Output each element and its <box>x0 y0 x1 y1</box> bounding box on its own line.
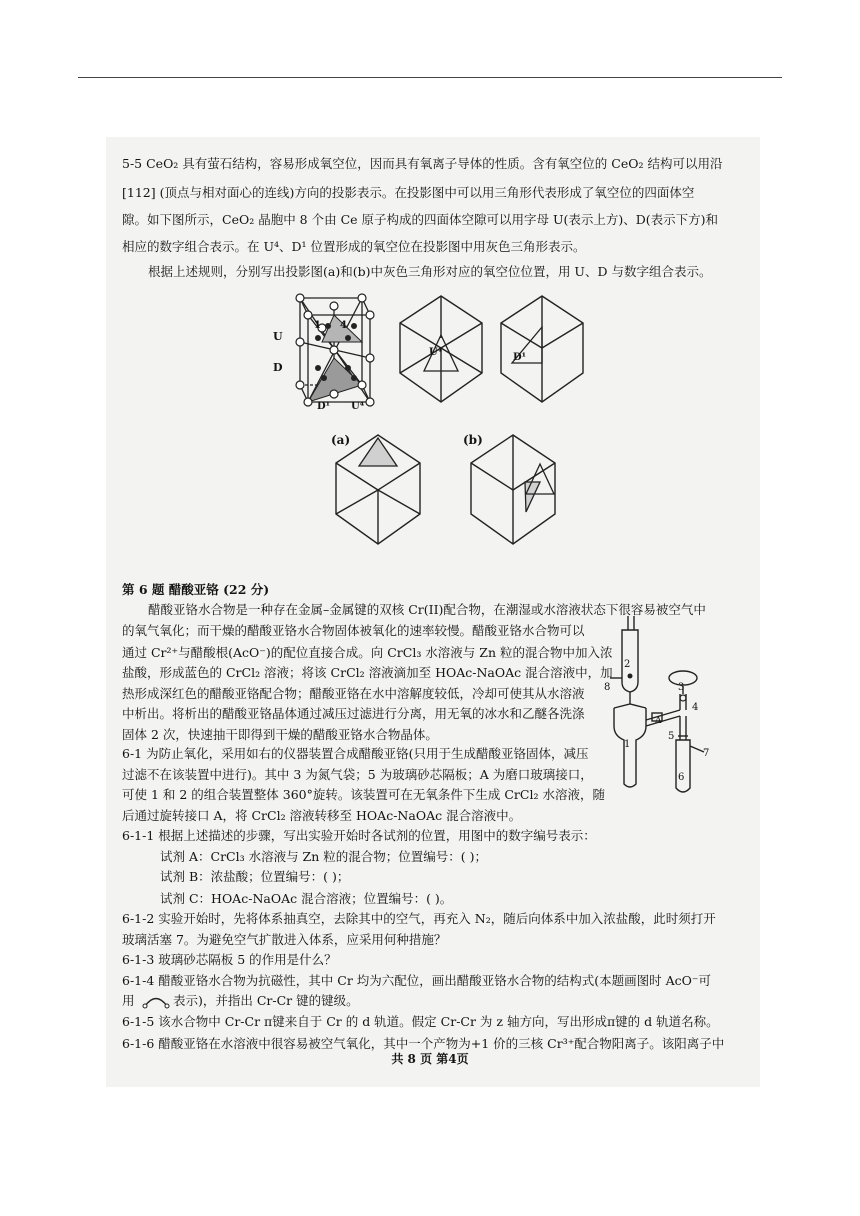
s6-intro-4: 盐酸，形成蓝色的 CrCl₂ 溶液；将该 CrCl₂ 溶液滴加至 HOAc-NaOAc 混合溶液中，加 <box>122 665 613 680</box>
apparatus-figure <box>600 612 730 802</box>
apparatus-label-7: 7 <box>703 748 710 759</box>
cube-label-d1: D¹ <box>317 401 331 412</box>
apparatus-label-2: 2 <box>624 659 631 670</box>
s5-line3: 隙。如下图所示，CeO₂ 晶胞中 8 个由 Ce 原子构成的四面体空隙可以用字母 U(表示上方)、D(表示下方)和 <box>122 212 719 227</box>
page-footer: 共 8 页 第4页 <box>391 1052 469 1066</box>
projection-a <box>333 432 423 547</box>
s6-intro-2: 的氧气氧化；而干燥的醋酸亚铬水合物固体被氧化的速率较慢。醋酸亚铬水合物可以 <box>122 623 585 638</box>
s6-intro-5: 热形成深红色的醋酸亚铬配合物；醋酸亚铬在水中溶解度较低，冷却可使其从水溶液 <box>122 686 585 701</box>
q615: 6-1-5 该水合物中 Cr-Cr π键来自于 Cr 的 d 轨道。假定 Cr-Cr 为 z 轴方向，写出形成π键的 d 轨道名称。 <box>122 1014 719 1029</box>
cube-label-u: U <box>273 330 283 343</box>
s5-line1: 5-5 CeO₂ 具有萤石结构，容易形成氧空位，因而具有氧离子导体的性质。含有氧空位的 CeO₂ 结构可以用沿 <box>122 156 723 171</box>
projection-b <box>468 432 558 547</box>
q611-prompt: 6-1-1 根据上述描述的步骤，写出实验开始时各试剂的位置，用图中的数字编号表示： <box>122 828 596 843</box>
acetate-ligand-glyph <box>141 993 171 1009</box>
apparatus-label-5: 5 <box>668 731 675 742</box>
s6-intro-7: 固体 2 次，快速抽干即得到干燥的醋酸亚铬水合物晶体。 <box>122 727 438 742</box>
s6-title: 第 6 题 醋酸亚铬 (22 分) <box>122 582 270 597</box>
q614-line1: 6-1-4 醋酸亚铬水合物为抗磁性，其中 Cr 均为六配位，画出醋酸亚铬水合物的结构式(本题画图时 AcO⁻可 <box>122 973 711 988</box>
q614-line2-start: 用 <box>122 993 135 1008</box>
q616: 6-1-6 醋酸亚铬在水溶液中很容易被空气氧化，其中一个产物为+1 价的三核 Cr³⁺配合物阳离子。该阳离子中 <box>122 1036 725 1051</box>
s6-intro-1: 醋酸亚铬水合物是一种存在金属–金属键的双核 Cr(II)配合物，在潮湿或水溶液状态下很容易被空气中 <box>148 602 706 617</box>
q614-line2-end: 表示)，并指出 Cr-Cr 键的键级。 <box>173 993 359 1008</box>
cube-label-1: 1 <box>314 320 321 331</box>
s5-instruction: 根据上述规则，分别写出投影图(a)和(b)中灰色三角形对应的氧空位位置，用 U、D 与数字组合表示。 <box>148 264 712 279</box>
s6-intro-6: 中析出。将析出的醋酸亚铬晶体通过减压过滤进行分离，用无氧的冰水和乙醚各洗涤 <box>122 706 585 721</box>
q612-line1: 6-1-2 实验开始时，先将体系抽真空，去除其中的空气，再充入 N₂，随后向体系中加入浓盐酸，此时须打开 <box>122 911 716 926</box>
s6-intro-3: 通过 Cr²⁺与醋酸根(AcO⁻)的配位直接合成。向 CrCl₃ 水溶液与 Zn 粒的混合物中加入浓 <box>122 645 613 660</box>
header-rule <box>78 77 782 78</box>
cube-label-u4: U⁴ <box>351 401 365 412</box>
q61-line2: 过滤不在该装置中进行)。其中 3 为氮气袋；5 为玻璃砂芯隔板；A 为磨口玻璃接口， <box>122 767 593 782</box>
panel-b-label: (b) <box>463 433 483 447</box>
apparatus-label-4: 4 <box>692 702 699 713</box>
q612-line2: 玻璃活塞 7。为避免空气扩散进入体系，应采用何种措施？ <box>122 932 447 947</box>
q61-line3: 可使 1 和 2 的组合装置整体 360°旋转。该装置可在无氧条件下生成 CrCl₂ 水溶液，随 <box>122 787 605 802</box>
apparatus-label-6: 6 <box>678 772 685 783</box>
reagent-b: 试剂 B：浓盐酸；位置编号：( )； <box>160 869 350 884</box>
q613: 6-1-3 玻璃砂芯隔板 5 的作用是什么？ <box>122 952 337 967</box>
s5-line4: 相应的数字组合表示。在 U⁴、D¹ 位置形成的氧空位在投影图中用灰色三角形表示。 <box>122 239 586 254</box>
apparatus-label-8: 8 <box>604 682 611 693</box>
apparatus-label-3: 3 <box>678 682 685 693</box>
cube-label-d: D <box>273 361 283 374</box>
cube-label-4: 4 <box>340 320 347 331</box>
projection-d1 <box>498 293 586 405</box>
s5-line2: [112] (顶点与相对面心的连线)方向的投影表示。在投影图中可以用三角形代表形成了氧空位的四面体空 <box>122 185 695 200</box>
apparatus-label-a: A <box>655 716 662 726</box>
projection-u4-label: U⁴ <box>429 347 443 358</box>
apparatus-label-1: 1 <box>624 739 631 750</box>
panel-a-label: (a) <box>331 433 351 447</box>
reagent-c: 试剂 C：HOAc-NaOAc 混合溶液；位置编号：( )。 <box>160 891 453 906</box>
reagent-a: 试剂 A：CrCl₃ 水溶液与 Zn 粒的混合物；位置编号：( )； <box>160 849 487 864</box>
q61-line4: 后通过旋转接口 A，将 CrCl₂ 溶液转移至 HOAc-NaOAc 混合溶液中。 <box>122 808 522 823</box>
projection-d1-label: D¹ <box>513 352 527 363</box>
q61-line1: 6-1 为防止氧化，采用如右的仪器装置合成醋酸亚铬(只用于生成醋酸亚铬固体，减压 <box>122 746 589 761</box>
